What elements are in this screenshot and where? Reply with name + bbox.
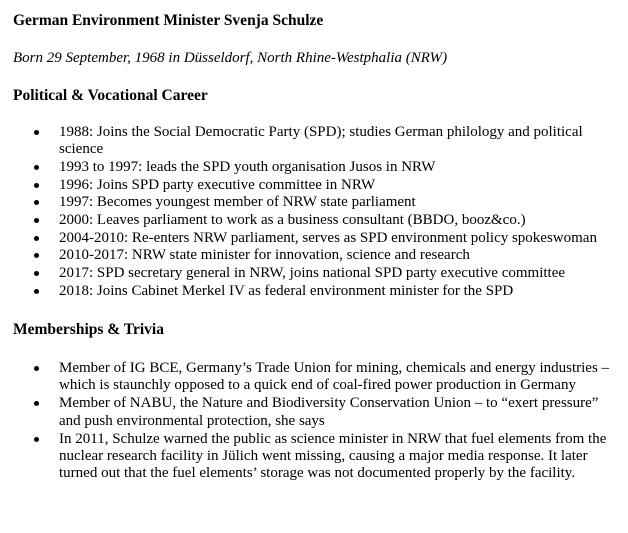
bullet-icon <box>34 236 39 241</box>
bullet-icon <box>34 200 39 205</box>
bullet-icon <box>34 253 39 258</box>
bullet-icon <box>34 366 39 371</box>
list-item <box>0 159 628 176</box>
bullet-icon <box>34 437 39 442</box>
document-title: German Environment Minister Svenja Schulze <box>13 12 324 29</box>
list-item <box>0 360 628 395</box>
bullet-icon <box>34 401 39 406</box>
list-item-text: 2004-2010: Re-enters NRW parliament, serves as SPD environment policy spokeswoman <box>59 229 597 246</box>
list-item <box>0 194 628 211</box>
bullet-icon <box>34 289 39 294</box>
list-item <box>0 247 628 264</box>
bullet-icon <box>34 218 39 223</box>
list-item <box>0 431 628 483</box>
list-item <box>0 265 628 282</box>
list-item-text: In 2011, Schulze warned the public as science minister in NRW that fuel elements from the nuclear research facility in Jülich went missing, causing a major media response. It later turned out that the fuel elements’ storage was not documented properly by the facility. <box>59 430 607 482</box>
list-item-text: 1988: Joins the Social Democratic Party (SPD); studies German philology and political science <box>59 124 583 158</box>
list-item <box>0 212 628 229</box>
list-item-text: Member of IG BCE, Germany’s Trade Union for mining, chemicals and energy industries – which is staunchly opposed to a quick end of coal-fired power production in Germany <box>59 360 610 394</box>
section-heading-career: Political & Vocational Career <box>13 87 208 104</box>
list-item-text: Member of NABU, the Nature and Biodiversity Conservation Union – to “exert pressure” and push environmental protection, she says <box>59 395 599 429</box>
list-item <box>0 283 628 300</box>
bullet-icon <box>34 271 39 276</box>
list-item <box>0 395 628 430</box>
list-item-text: 1996: Joins SPD party executive committee in NRW <box>59 176 376 193</box>
career-list <box>0 124 628 301</box>
list-item <box>0 124 628 158</box>
list-item <box>0 230 628 247</box>
bullet-icon <box>34 130 39 135</box>
list-item-text: 1993 to 1997: leads the SPD youth organisation Jusos in NRW <box>59 158 436 175</box>
bullet-icon <box>34 183 39 188</box>
list-item-text: 2018: Joins Cabinet Merkel IV as federal environment minister for the SPD <box>59 282 514 299</box>
list-item-text: 2010-2017: NRW state minister for innovation, science and research <box>59 247 470 264</box>
document-subtitle: Born 29 September, 1968 in Düsseldorf, North Rhine-Westphalia (NRW) <box>13 50 448 66</box>
list-item-text: 1997: Becomes youngest member of NRW state parliament <box>59 194 416 211</box>
list-item-text: 2017: SPD secretary general in NRW, joins national SPD party executive committee <box>59 265 566 282</box>
memberships-list <box>0 360 628 483</box>
list-item-text: 2000: Leaves parliament to work as a business consultant (BBDO, booz&co.) <box>59 212 526 229</box>
section-heading-memberships: Memberships & Trivia <box>13 321 164 338</box>
bullet-icon <box>34 165 39 170</box>
list-item <box>0 177 628 194</box>
